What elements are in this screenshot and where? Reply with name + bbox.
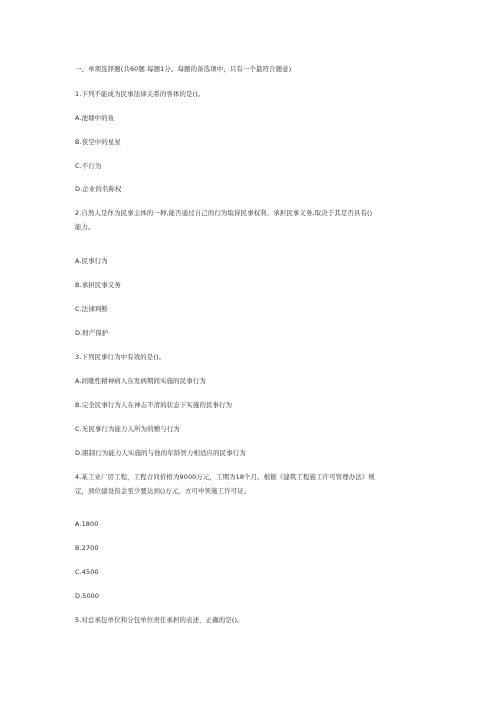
question-3-stem: 3.下列民事行为中有效的是()。 bbox=[75, 353, 166, 361]
question-1-option-b: B.夜空中的星星 bbox=[75, 138, 121, 146]
question-1-stem: 1.下列不能成为民事法律关系的客体的是()。 bbox=[75, 90, 205, 98]
question-1-option-c: C.不行为 bbox=[75, 162, 102, 170]
question-3-option-d: D.限制行为能力人实施的与他的年龄智力相适应的民事行为 bbox=[75, 449, 246, 457]
question-1-option-a: A.池塘中的鱼 bbox=[75, 114, 115, 122]
question-4-option-a: A.1800 bbox=[75, 520, 99, 528]
question-4-option-d: D.5000 bbox=[75, 592, 100, 600]
question-2-stem-line2: 能力。 bbox=[75, 223, 95, 231]
question-5-stem: 5.对总承包单位和分包单位责任承担的表述，正确的是()。 bbox=[75, 616, 244, 624]
question-4-option-b: B.2700 bbox=[75, 544, 99, 552]
question-2-option-a: A.民事行为 bbox=[75, 257, 108, 265]
question-1-option-d: D.企业的名称权 bbox=[75, 185, 122, 193]
question-2-option-c: C.法律判断 bbox=[75, 305, 108, 313]
question-4-stem-line2: 定，到位建设资金至少要达到()万元，方可申领施工许可证。 bbox=[75, 487, 251, 495]
question-2-option-d: D.财产保护 bbox=[75, 329, 109, 337]
question-4-option-c: C.4500 bbox=[75, 568, 99, 576]
question-3-option-b: B.完全民事行为人在神志不清的状态下实施的民事行为 bbox=[75, 401, 233, 409]
question-4-stem-line1: 4.某工业厂房工程，工程合同价格为9000万元，工期为18个月。根据《建筑工程施工许可管理办法》规 bbox=[75, 473, 375, 481]
question-3-option-c: C.无民事行为能力人所为的赠与行为 bbox=[75, 425, 180, 433]
question-2-stem-line1: 2.自然人是作为民事主体的一种,能否通过自己的行为取得民事权利、承担民事义务,取决于其是否具有() bbox=[75, 209, 373, 217]
question-3-option-a: A.间歇性精神病人在发病期间实施的民事行为 bbox=[75, 377, 206, 385]
question-2-option-b: B.承担民事义务 bbox=[75, 281, 121, 289]
section-header: 一、单项选择题(共60题.每题1分。每题的备选项中，只有一个最符合题意) bbox=[75, 65, 292, 73]
